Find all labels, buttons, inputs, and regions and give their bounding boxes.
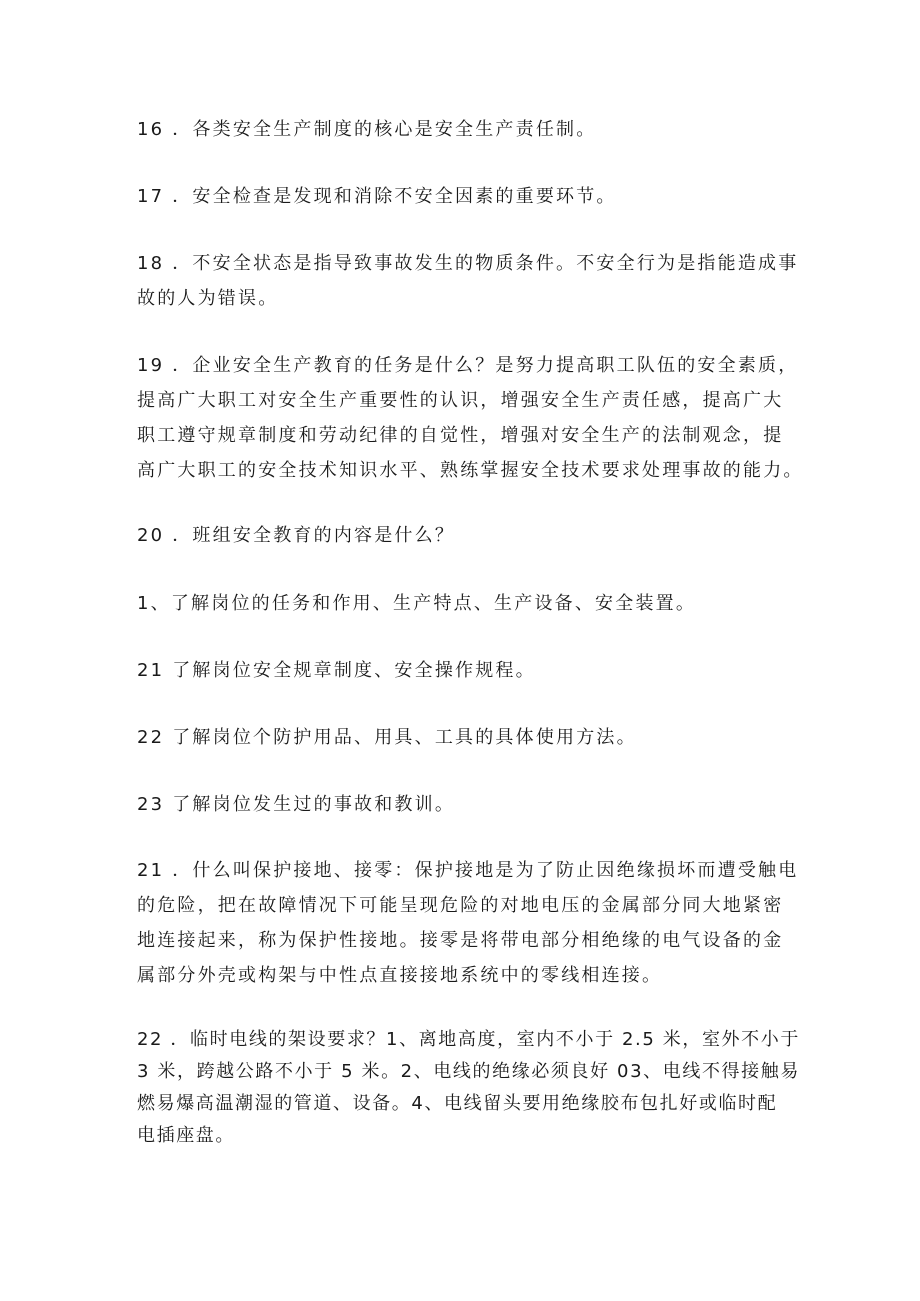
list-item-1 [137,586,809,621]
list-item-21 [137,653,809,688]
text-line: 高广大职工的安全技术知识水平、熟练掌握安全技术要求处理事故的能力。 [137,460,804,481]
paragraph-16 [137,112,809,147]
list-item-23 [137,787,809,822]
text-line: 16 ．各类安全生产制度的核心是安全生产责任制。 [137,119,597,140]
text-line: 19 ．企业安全生产教育的任务是什么？是努力提高职工队伍的安全素质， [137,355,799,376]
text-line: 20 ．班组安全教育的内容是什么？ [137,525,456,546]
text-line: 属部分外壳或构架与中性点直接接地系统中的零线相连接。 [137,965,663,986]
paragraph-19 [137,348,809,488]
list-item-22 [137,720,809,755]
paragraph-22 [137,1024,809,1152]
text-line: 故的人为错误。 [137,288,279,309]
text-line: 22 了解岗位个防护用品、用具、工具的具体使用方法。 [137,727,637,748]
text-line: 地连接起来，称为保护性接地。接零是将带电部分相绝缘的电气设备的金 [137,930,784,951]
text-line: 18 ．不安全状态是指导致事故发生的物质条件。不安全行为是指能造成事 [137,253,799,274]
text-line: 提高广大职工对安全生产重要性的认识，增强安全生产责任感，提高广大 [137,390,784,411]
text-line: 3 米，跨越公路不小于 5 米。2、电线的绝缘必须良好 03、电线不得接触易 [137,1061,800,1082]
paragraph-21 [137,853,809,993]
text-line: 电插座盘。 [137,1125,235,1146]
text-line: 21 ．什么叫保护接地、接零：保护接地是为了防止因绝缘损坏而遭受触电 [137,860,799,881]
text-line: 燃易爆高温潮湿的管道、设备。4、电线留头要用绝缘胶布包扎好或临时配 [137,1093,778,1114]
text-line: 22 ．临时电线的架设要求？1、离地高度，室内不小于 2.5 米，室外不小于 [137,1029,800,1050]
text-line: 的危险，把在故障情况下可能呈现危险的对地电压的金属部分同大地紧密 [137,895,784,916]
paragraph-18 [137,246,809,316]
paragraph-17 [137,179,809,214]
text-line: 17 ．安全检查是发现和消除不安全因素的重要环节。 [137,186,617,207]
text-line: 1、了解岗位的任务和作用、生产特点、生产设备、安全装置。 [137,593,697,614]
text-line: 职工遵守规章制度和劳动纪律的自觉性，增强对安全生产的法制观念，提 [137,425,784,446]
text-line: 21 了解岗位安全规章制度、安全操作规程。 [137,660,536,681]
paragraph-20 [137,518,809,553]
text-line: 23 了解岗位发生过的事故和教训。 [137,794,456,815]
